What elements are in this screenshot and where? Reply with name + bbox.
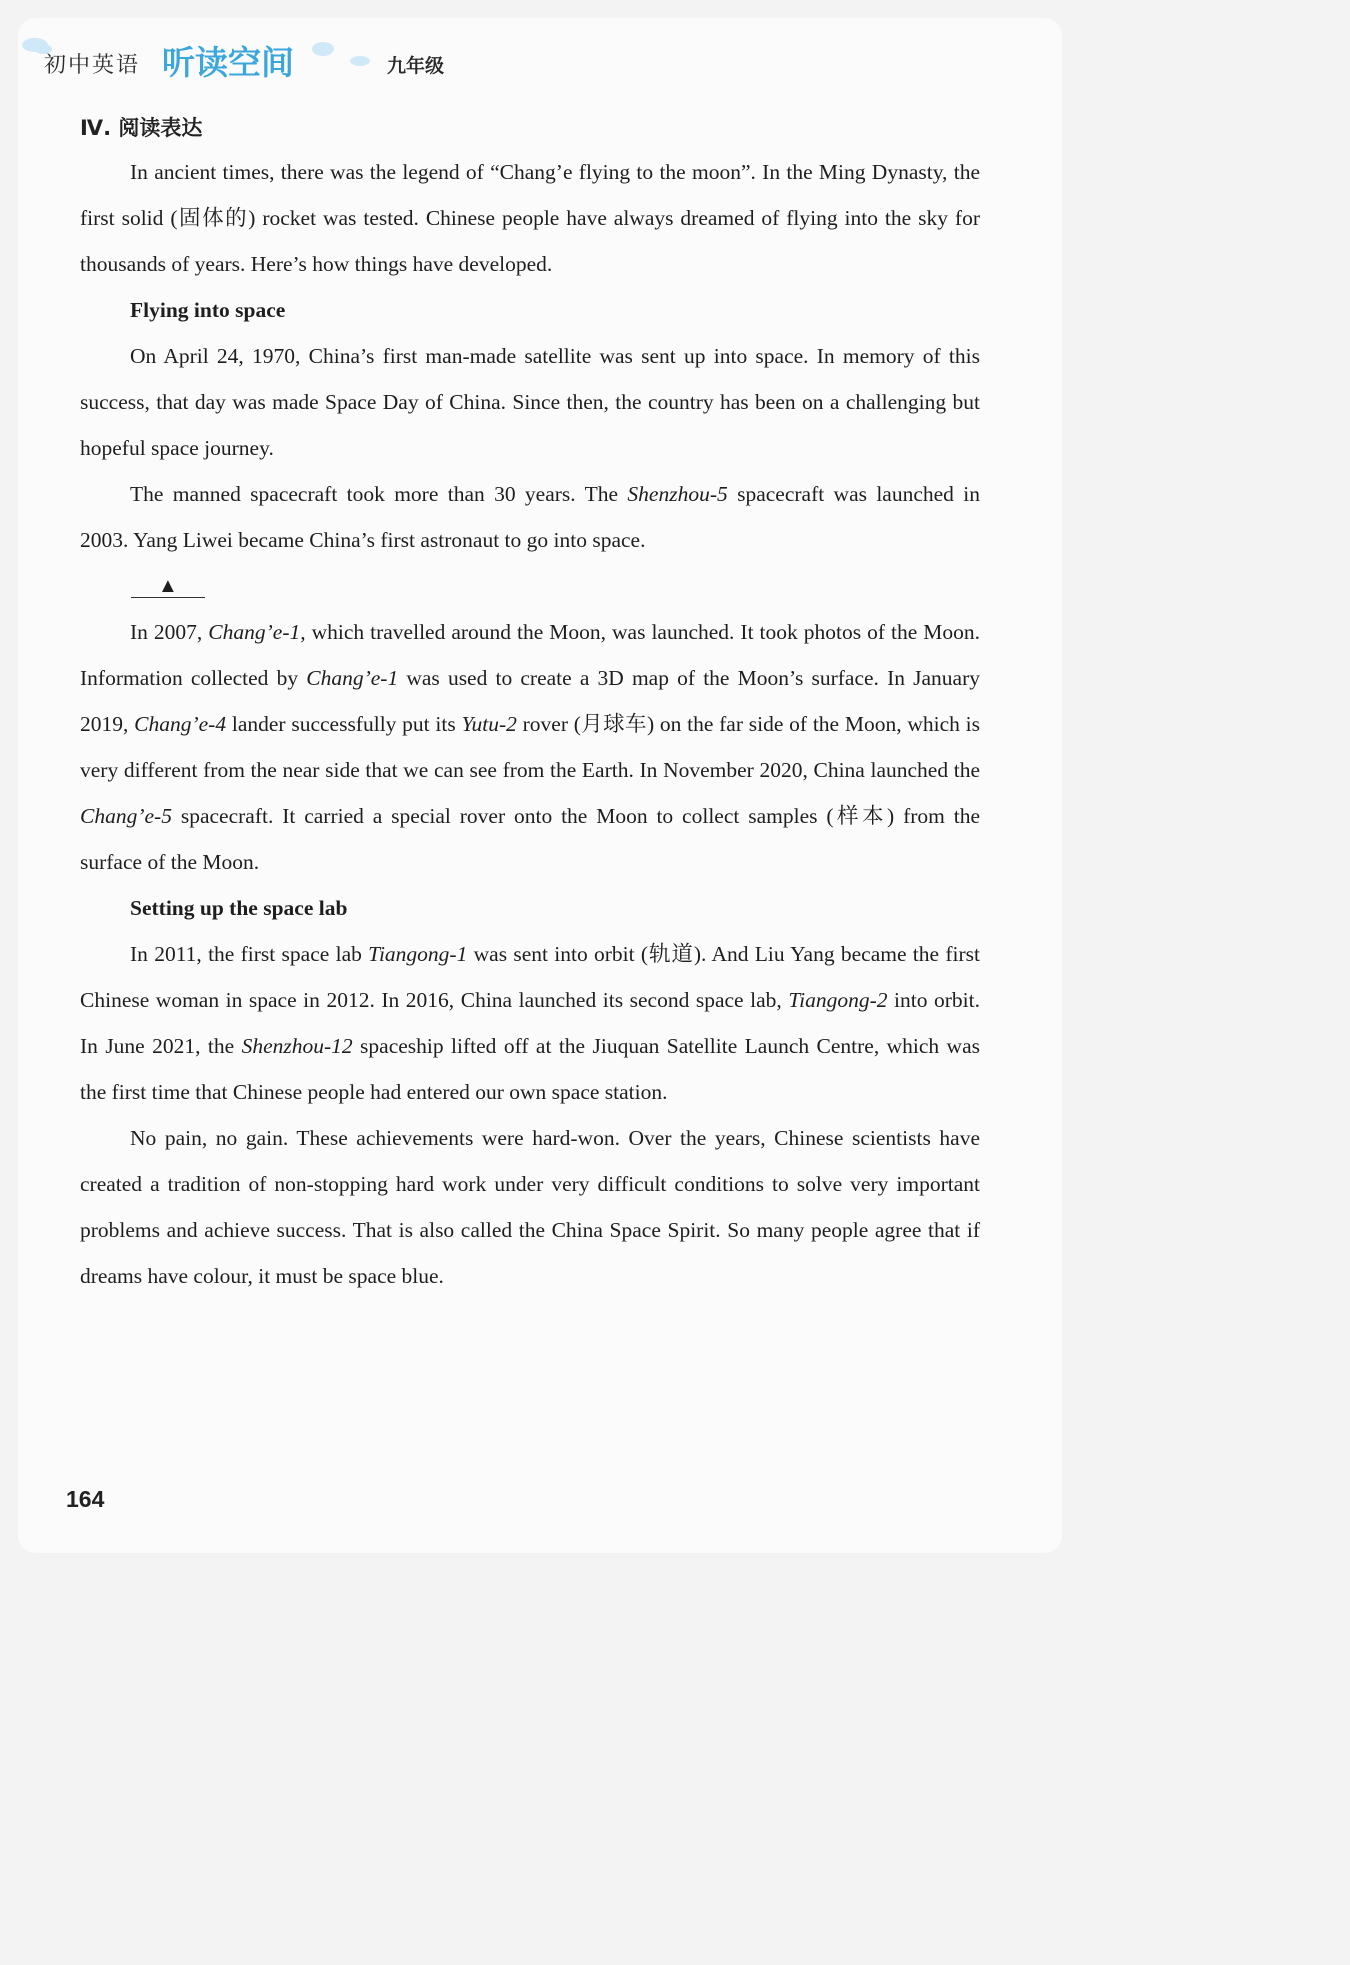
text-span: spacecraft. It carried a special rover onto the Moon to collect samples (样本) from the surface of the Moon. [80, 804, 980, 874]
italic-name: Chang’e-4 [134, 712, 227, 736]
page-number: 164 [66, 1486, 105, 1512]
series-logo: 听读空间 [162, 43, 294, 82]
paragraph-4 [80, 931, 980, 1115]
italic-name: Chang’e-1 [306, 666, 399, 690]
page-header [22, 32, 522, 92]
text-span: rover (月球车) on the far side of the Moon, which is very different from the near side that we can see from the Earth. In November 2020, China launched the [80, 712, 980, 782]
grade-label: 九年级 [387, 55, 445, 77]
text-span: lander successfully put its [226, 712, 462, 736]
text-span: spaceship lifted off at the Jiuquan Satellite Launch Centre, which was the first time that Chinese people had entered our own space station. [80, 1034, 980, 1104]
paragraph-1: On April 24, 1970, China’s first man-made satellite was sent up into space. In memory of this success, that day was made Space Day of China. Since then, the country has been on a challenging but hopeful space journey. [80, 344, 980, 460]
text-span: was used to create a 3D map of the Moon’s surface. In January 2019, [80, 666, 980, 736]
text-span: into orbit. In June 2021, the [80, 988, 980, 1058]
italic-name: Yutu-2 [461, 712, 517, 736]
heading-flying-into-space: Flying into space [130, 298, 286, 322]
text-span: , which travelled around the Moon, was launched. It took photos of the Moon. Information collected by [80, 620, 980, 690]
paragraph-2 [80, 471, 980, 563]
italic-name: Tiangong-2 [788, 988, 888, 1012]
answer-blank [80, 563, 980, 609]
series-title: 初中英语 [44, 53, 141, 78]
italic-name: Tiangong-1 [368, 942, 468, 966]
italic-name: Chang’e-5 [80, 804, 172, 828]
heading-space-lab: Setting up the space lab [130, 896, 348, 920]
italic-name: Shenzhou-12 [241, 1034, 353, 1058]
paragraph-3 [80, 609, 980, 885]
text-span: spacecraft was launched in 2003. Yang Liwei became China’s first astronaut to go into space. [80, 482, 980, 552]
intro-paragraph: In ancient times, there was the legend of “Chang’e flying to the moon”. In the Ming Dynasty, the first solid (固体的) rocket was tested. Chinese people have always dreamed of flying into the sky for thousands of years. Here’s how things have developed. [80, 160, 980, 276]
triangle-marker-icon: ▲ [158, 575, 178, 597]
section-title: Ⅳ. 阅读表达 [80, 116, 203, 140]
italic-name: Shenzhou-5 [627, 482, 728, 506]
text-span: In 2007, [130, 620, 209, 644]
cloud-decoration [350, 56, 370, 66]
paragraph-5: No pain, no gain. These achievements were hard-won. Over the years, Chinese scientists have created a tradition of non-stopping hard work under very difficult conditions to solve very important problems and achieve success. That is also called the China Space Spirit. So many people agree that if dreams have colour, it must be space blue. [80, 1126, 980, 1288]
text-span: In 2011, the first space lab [130, 942, 369, 966]
italic-name: Chang’e-1 [208, 620, 301, 644]
cloud-decoration [312, 42, 334, 56]
text-span: The manned spacecraft took more than 30 years. The [130, 482, 628, 506]
text-span: was sent into orbit (轨道). And Liu Yang became the first Chinese woman in space in 2012. In 2016, China launched its second space lab, [80, 942, 980, 1012]
article-body [80, 149, 980, 1299]
blank-underline [131, 597, 205, 598]
